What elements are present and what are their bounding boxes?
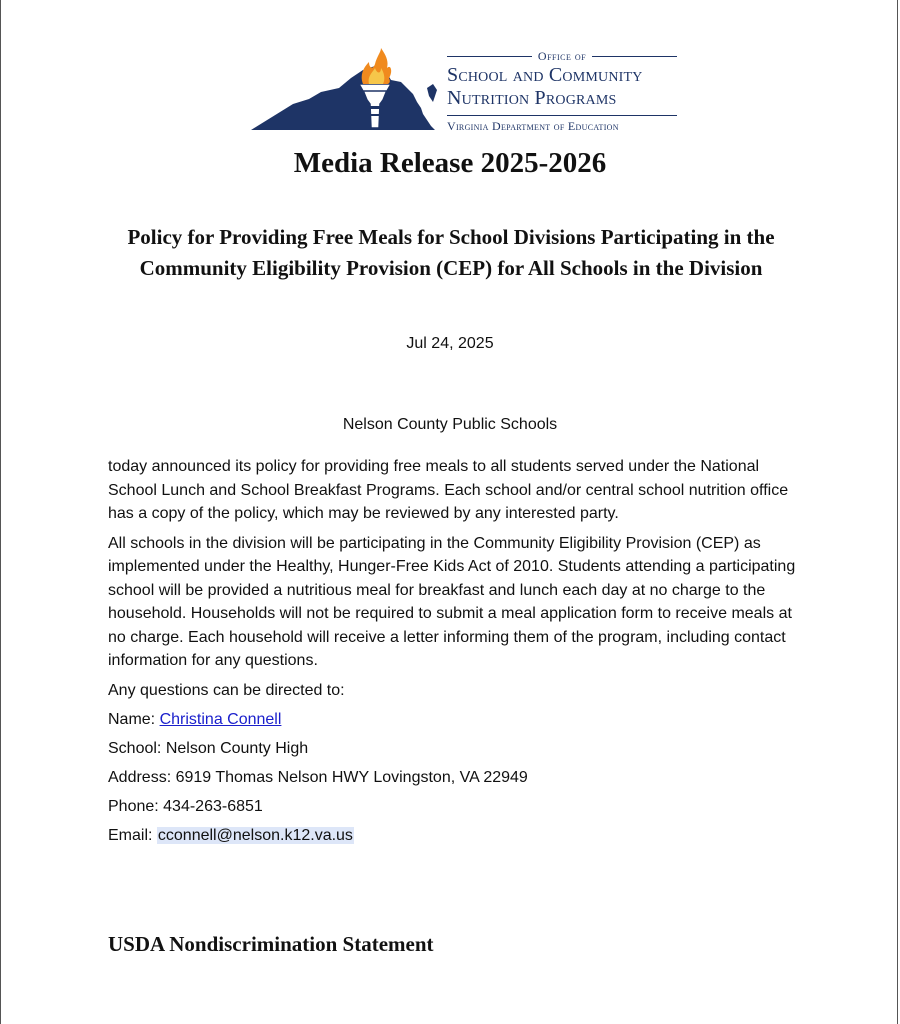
office-of-row [447, 48, 677, 64]
release-body [108, 455, 798, 853]
contact-email-value[interactable]: cconnell@nelson.k12.va.us [157, 826, 353, 844]
contact-address-value: 6919 Thomas Nelson HWY Lovingston, VA 22949 [175, 768, 528, 786]
logo-rule-right [592, 56, 677, 57]
contact-name-label: Name: [108, 710, 160, 728]
policy-title: Policy for Providing Free Meals for School Divisions Participating in the Community Eligibility Provision (CEP) for All Schools in the Division [127, 225, 775, 280]
contact-email-label: Email: [108, 826, 157, 844]
contact-phone-row [108, 795, 798, 818]
contact-address-row [108, 766, 798, 789]
school-division-name: Nelson County Public Schools [342, 416, 558, 433]
contact-phone-label: Phone: [108, 797, 164, 815]
logo-department: Virginia Department of Education [447, 115, 677, 134]
logo-wordmark [447, 48, 677, 134]
body-paragraph-1: today announced its policy for providing free meals to all students served under the National School Lunch and School Breakfast Programs. Each school and/or central school nutrition office has a copy of the policy, which may be reviewed by any interested party. [108, 458, 789, 522]
contact-school-value: Nelson County High [165, 739, 309, 757]
virginia-torch-logo-icon [251, 44, 441, 134]
contact-intro: Any questions can be directed to: [108, 681, 345, 699]
logo-rule-left [447, 56, 532, 57]
logo-line-1: School and Community [447, 64, 643, 86]
contact-name-link[interactable]: Christina Connell [159, 710, 282, 728]
media-release-title: Media Release 2025-2026 [293, 147, 607, 179]
usda-heading: USDA Nondiscrimination Statement [108, 932, 434, 956]
body-paragraph-2: All schools in the division will be participating in the Community Eligibility Provision (CEP) as implemented under the Healthy, Hunger-Free Kids Act of 2010. Students attending a participating school will be provided a nutritious meal for breakfast and lunch each day at no charge to the household. Households will not be required to submit a meal application form to receive meals at no charge. Each household will receive a letter informing them of the program, including contact information for any questions. [108, 534, 796, 669]
office-of-label: Office of [537, 48, 587, 63]
logo-line-2: Nutrition Programs [447, 87, 617, 109]
contact-name-row [108, 708, 798, 731]
contact-school-row [108, 737, 798, 760]
contact-address-label: Address: [108, 768, 176, 786]
release-date: Jul 24, 2025 [406, 335, 494, 352]
contact-school-label: School: [108, 739, 166, 757]
contact-email-row [108, 824, 798, 847]
contact-phone-value: 434-263-6851 [163, 797, 263, 815]
office-logo [251, 44, 681, 136]
